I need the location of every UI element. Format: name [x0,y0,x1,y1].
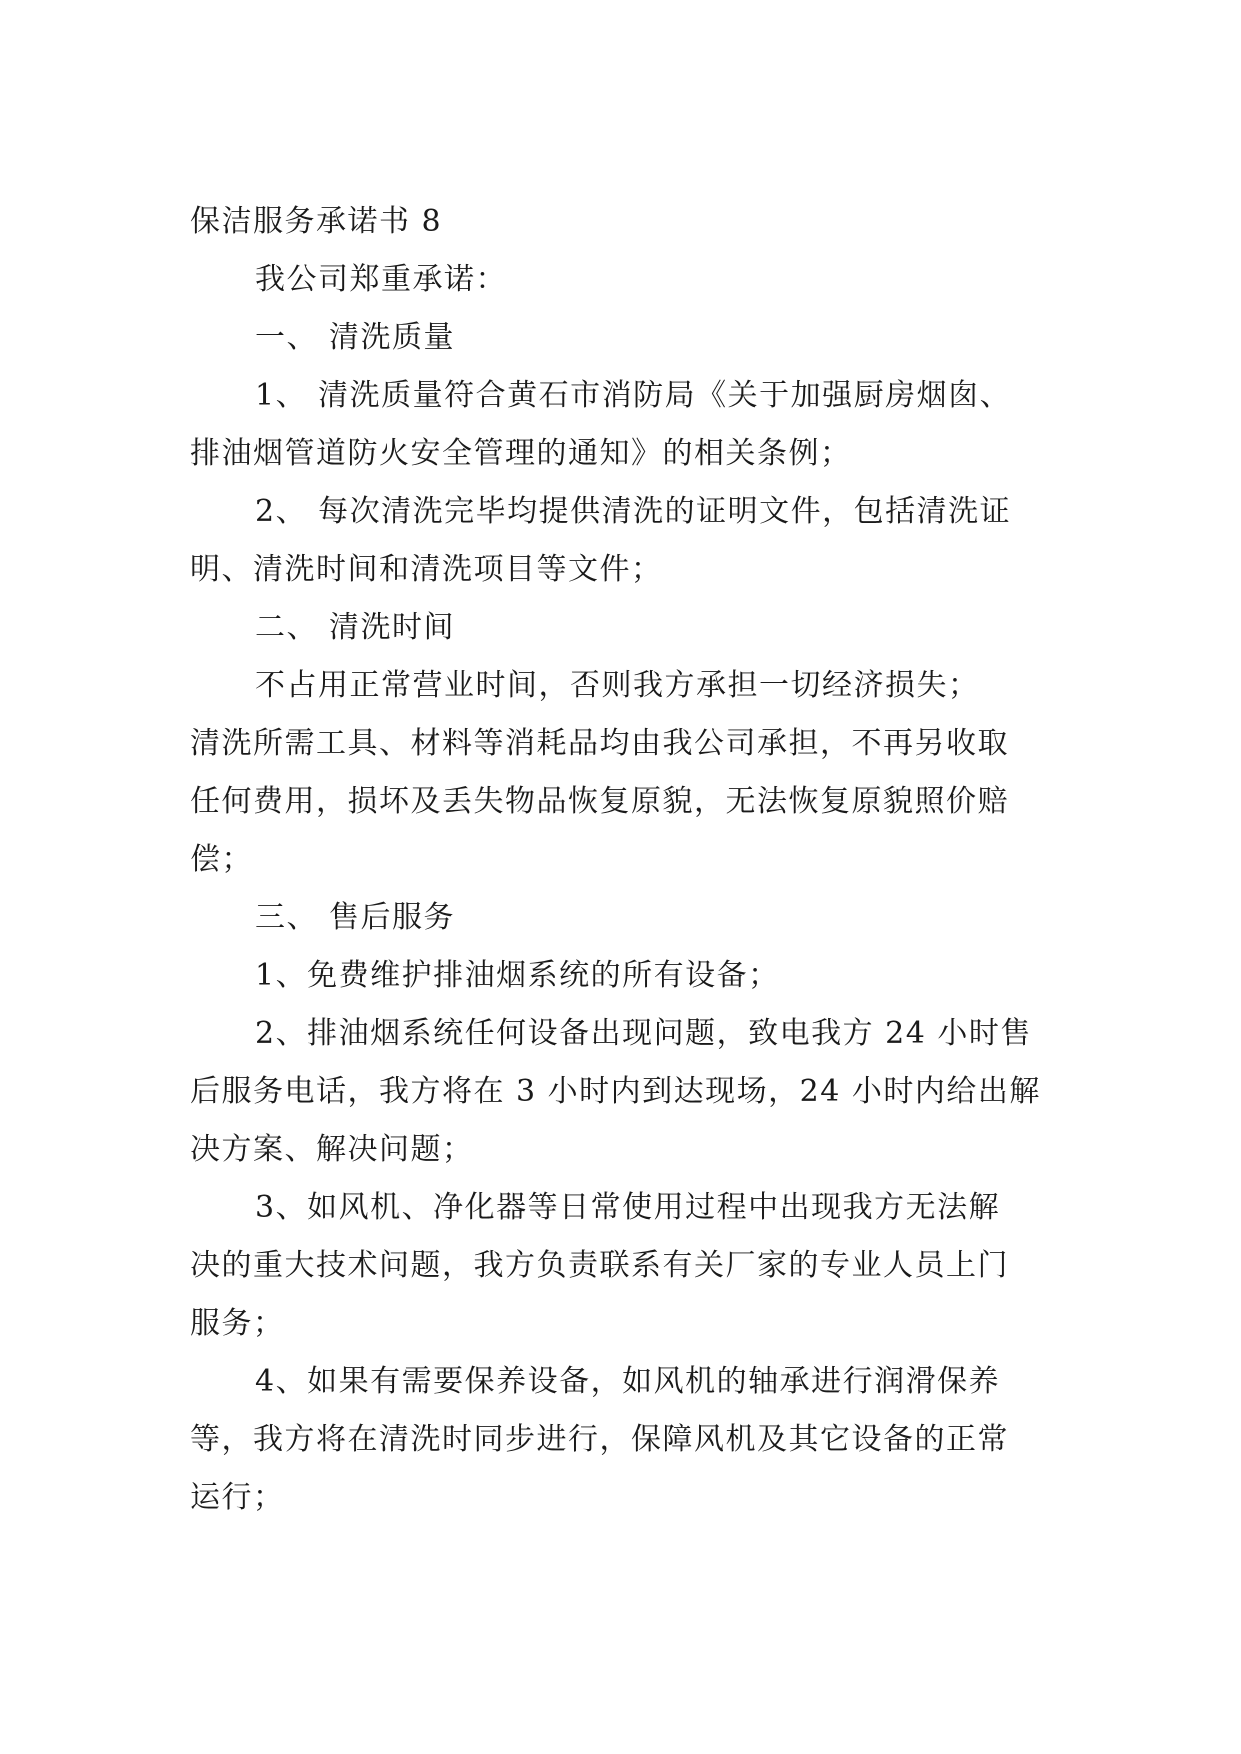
section-heading: 二、 清洗时间 [255,610,456,645]
text-line: 服务； [190,1306,285,1341]
text-line: 决的重大技术问题，我方负责联系有关厂家的专业人员上门 [190,1248,1009,1283]
text-line: 3、如风机、净化器等日常使用过程中出现我方无法解 [255,1190,1001,1225]
document-title: 保洁服务承诺书 8 [190,204,443,239]
text-line: 等，我方将在清洗时同步进行，保障风机及其它设备的正常 [190,1422,1009,1457]
section-heading: 三、 售后服务 [255,900,456,935]
text-line: 1、 清洗质量符合黄石市消防局《关于加强厨房烟囱、 [255,378,1012,413]
text-line: 不占用正常营业时间，否则我方承担一切经济损失； [255,668,980,703]
text-line: 1、免费维护排油烟系统的所有设备； [255,958,780,993]
text-line: 清洗所需工具、材料等消耗品均由我公司承担，不再另收取 [190,726,1009,761]
text-line: 2、排油烟系统任何设备出现问题，致电我方 24 小时售 [255,1016,1032,1051]
text-line: 明、清洗时间和清洗项目等文件； [190,552,663,587]
text-line: 决方案、解决问题； [190,1132,474,1167]
text-line: 运行； [190,1480,285,1515]
text-line: 偿； [190,842,253,877]
text-line: 排油烟管道防火安全管理的通知》的相关条例； [190,436,852,471]
document-body [190,193,1052,1527]
section-heading: 一、 清洗质量 [255,320,456,355]
text-line: 任何费用，损坏及丢失物品恢复原貌，无法恢复原貌照价赔 [190,784,1009,819]
text-line: 4、如果有需要保养设备，如风机的轴承进行润滑保养 [255,1364,1001,1399]
text-line: 2、 每次清洗完毕均提供清洗的证明文件，包括清洗证 [255,494,1012,529]
text-line: 我公司郑重承诺： [255,262,507,297]
text-line: 后服务电话，我方将在 3 小时内到达现场，24 小时内给出解 [190,1074,1041,1109]
